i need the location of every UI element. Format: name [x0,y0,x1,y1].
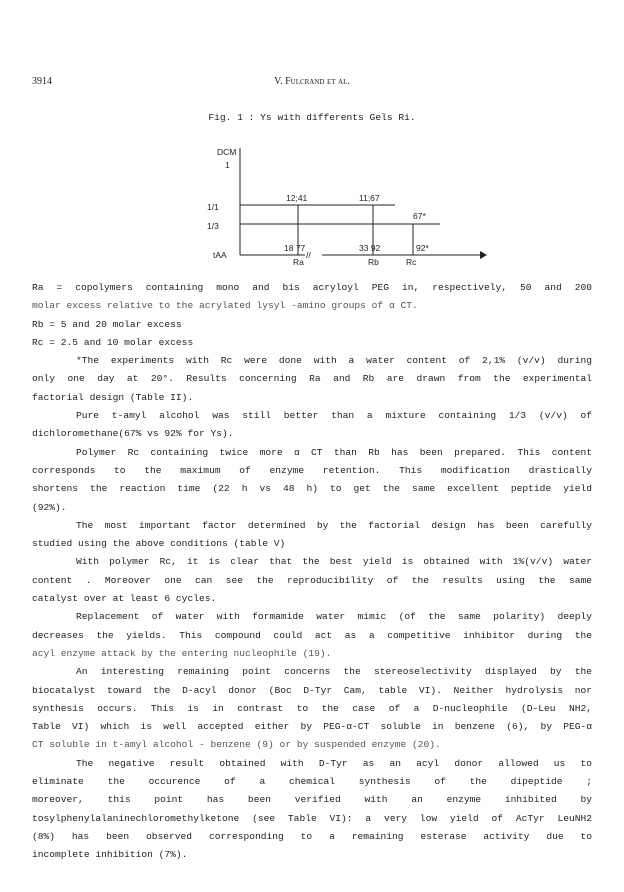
text-line: incomplete inhibition (7%). [32,849,188,861]
text-line: Pure t-amyl alcohol was still better than a mixture containing 1/3 (v/v) of [76,410,592,422]
x-label-rb: Rb [368,257,379,267]
text-line: Polymer Rc containing twice more α CT than Rb has been prepared. This content [76,446,592,458]
text-line: Rc = 2.5 and 10 molar excess [32,336,194,348]
text-line: tosylphenylalaninechloromethylketone (see Table VI): a very low yield of AcTyr LeuNH2 [32,812,592,824]
x-label-ra: Ra [293,257,304,267]
value-rb-low: 33 92 [359,243,381,253]
text-line: Table VI) which is well accepted either by PEG-α-CT soluble in benzene (6), by PEG-α [32,721,592,733]
value-rb-high: 11;67 [359,193,380,203]
text-line: studied using the above conditions (table V) [32,538,286,550]
value-ra-high: 12;41 [286,193,308,203]
running-header-authors: V. Fulcrand et al. [274,76,350,87]
text-line: dichloromethane(67% vs 92% for Ys). [32,428,234,440]
y-label-taa: tAA [213,250,227,260]
text-line: decreases the yields. This compound could act as a competitive inhibitor during the [32,629,592,641]
text-line: The negative result obtained with D-Tyr as an acyl donor allowed us to [76,757,592,769]
y-axis-label: DCM [217,147,237,157]
text-line: moreover, this point has been verified with an enzyme inhibited by [32,794,592,806]
text-line: only one day at 20°. Results concerning Ra and Rb are drawn from the experimental [32,373,592,385]
text-line: biocatalyst toward the D-acyl donor (Boc D-Tyr Cam, table VI). Neither hydrolysis nor [32,684,592,696]
text-line: Ra = copolymers containing mono and bis acryloyl PEG in, respectively, 50 and 200 [32,282,592,293]
text-line: factorial design (Table II). [32,391,194,403]
value-rc-low: 92* [416,243,429,253]
text-line: acyl enzyme attack by the entering nucleophile (19). [32,647,332,659]
text-line: (92%). [32,501,67,513]
value-rc-mid: 67* [413,211,426,221]
text-line: shortens the reaction time (22 h vs 48 h) to get the same excellent peptide yield [32,483,592,495]
y-label-1-1: 1/1 [207,202,219,212]
y-label-top: 1 [225,160,230,170]
text-line: content . Moreover one can see the reproducibility of the results using the same [32,574,592,586]
text-line: catalyst over at least 6 cycles. [32,593,217,605]
text-line: synthesis occurs. This is in contrast to the case of a D-nucleophile (D-Leu NH2, [32,702,592,714]
text-line: eliminate the occurence of a chemical synthesis of the dipeptide ; [32,776,592,788]
text-line: corresponds to the maximum of enzyme retention. This modification drastically [32,464,592,476]
text-line: CT soluble in t-amyl alcohol - benzene (9) or by suspended enzyme (20). [32,739,441,751]
text-line: Rb = 5 and 20 molar excess [32,318,182,330]
y-label-1-3: 1/3 [207,221,219,231]
page-number: 3914 [32,76,52,87]
text-line: (8%) has been observed corresponding to a remaining esterase activity due to [32,830,592,842]
axis-arrow [480,251,487,259]
text-line: molar excess relative to the acrylated lysyl -amino groups of α CT. [32,300,418,312]
text-line: An interesting remaining point concerns the stereoselectivity displayed by the [76,666,592,678]
text-line: With polymer Rc, it is clear that the best yield is obtained with 1%(v/v) water [76,556,592,568]
text-line: The most important factor determined by the factorial design has been carefully [76,519,592,531]
text-line: Replacement of water with formamide water mimic (of the same polarity) deeply [76,611,592,623]
text-line: *The experiments with Rc were done with a water content of 2,1% (v/v) during [76,355,592,367]
value-ra-low: 18 77 [284,243,306,253]
x-label-rc: Rc [406,257,417,267]
body-text [32,279,592,865]
figure-diagram [0,0,624,280]
figure-title: Fig. 1 : Ys with differents Gels Ri. [208,112,416,123]
axis-break: // [306,250,311,260]
